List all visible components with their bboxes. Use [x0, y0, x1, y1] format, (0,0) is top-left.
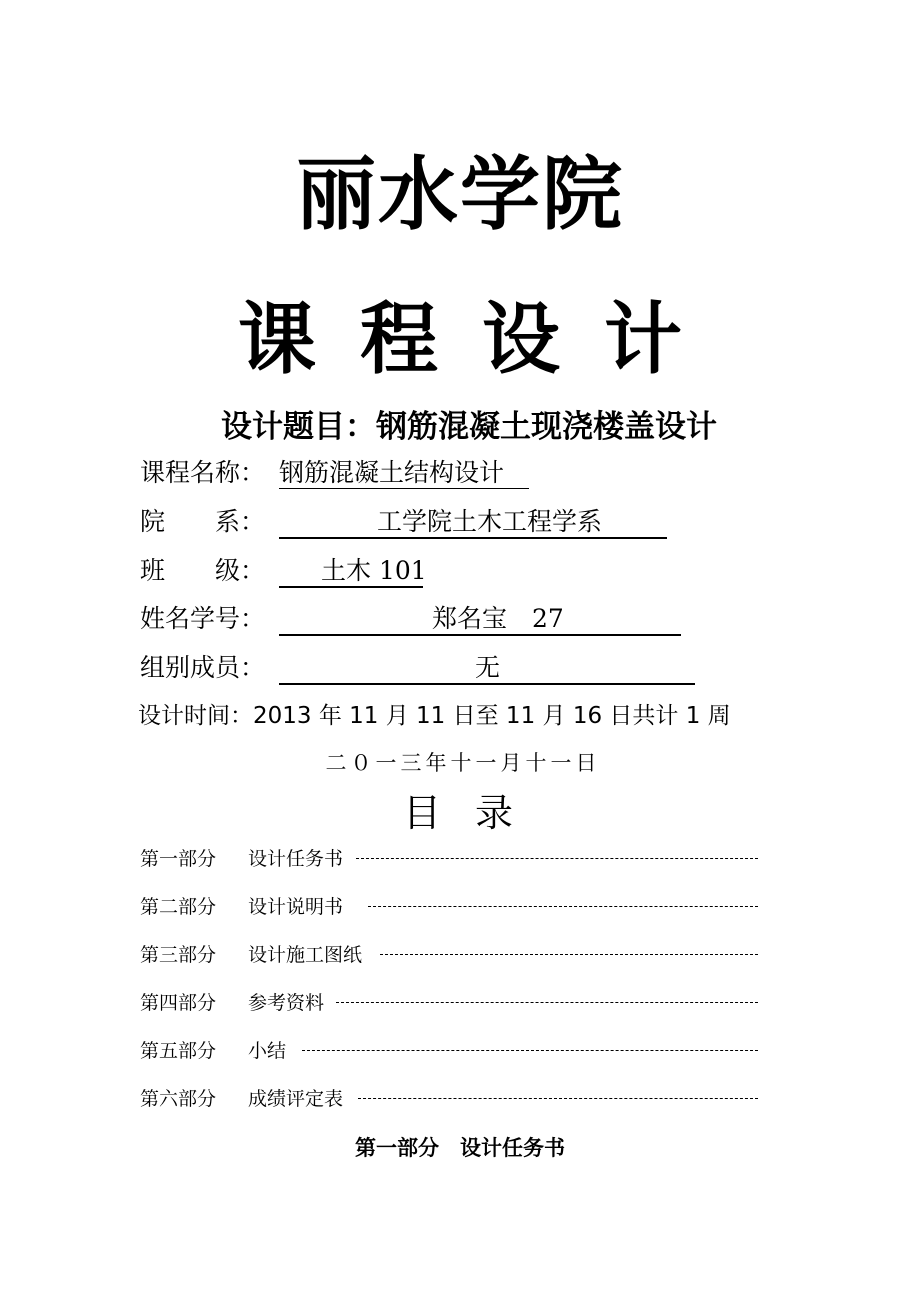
section-heading: 第一部分 设计任务书: [355, 1136, 565, 1160]
toc-part: 第四部分: [140, 992, 217, 1014]
toc-part: 第五部分: [140, 1040, 217, 1062]
field-label: 姓名学号：: [140, 604, 266, 633]
field-name-id: [140, 602, 564, 636]
field-label: 课程名称：: [140, 458, 266, 487]
toc-part: 第二部分: [140, 896, 217, 918]
toc-leader: [302, 1050, 758, 1051]
toc-name: 设计施工图纸: [248, 944, 363, 966]
field-label: 班 级：: [140, 556, 266, 585]
toc-leader: [356, 858, 758, 859]
toc-item: [140, 941, 758, 969]
field-value-underline: [279, 505, 667, 539]
document-date: 二０一三年十一月十一日: [325, 751, 601, 775]
toc-title: 目录: [402, 791, 547, 835]
toc-part: 第六部分: [140, 1088, 217, 1110]
field-value-underline: [279, 651, 695, 685]
field-course-name: [140, 456, 505, 490]
field-group-members: [140, 651, 501, 685]
toc-leader: [368, 906, 758, 907]
toc-item: [140, 893, 758, 921]
toc-name: 参考资料: [248, 992, 325, 1014]
toc-item: [140, 1085, 758, 1113]
field-value: 无: [475, 653, 501, 682]
toc-name: 小结: [248, 1040, 287, 1062]
school-name: 丽水学院: [296, 148, 624, 241]
field-class: [140, 554, 427, 588]
field-value: 工学院土木工程学系: [377, 507, 603, 536]
toc-item: [140, 1037, 758, 1065]
toc-name: 设计说明书: [248, 896, 344, 918]
toc-leader: [380, 954, 758, 955]
design-topic: 设计题目：钢筋混凝土现浇楼盖设计: [221, 409, 717, 445]
field-label: 院 系：: [140, 507, 266, 536]
design-time: 设计时间：2013 年 11 月 11 日至 11 月 16 日共计 1 周: [138, 703, 731, 729]
field-value: 郑名宝 27: [432, 604, 564, 633]
toc-item: [140, 845, 758, 873]
toc-item: [140, 989, 758, 1017]
toc-part: 第三部分: [140, 944, 217, 966]
toc-name: 设计任务书: [248, 848, 344, 870]
field-value-underline: [279, 554, 427, 588]
toc-leader: [358, 1098, 758, 1099]
field-value-underline: [279, 456, 529, 489]
field-value: 土木 101: [321, 556, 427, 585]
toc-leader: [336, 1002, 758, 1003]
toc-name: 成绩评定表: [248, 1088, 344, 1110]
document-type-title: 课程设计: [237, 295, 726, 385]
field-value-underline: [279, 602, 681, 636]
toc-part: 第一部分: [140, 848, 217, 870]
field-department: [140, 505, 603, 539]
field-value: 钢筋混凝土结构设计: [279, 458, 505, 487]
field-label: 组别成员：: [140, 653, 266, 682]
